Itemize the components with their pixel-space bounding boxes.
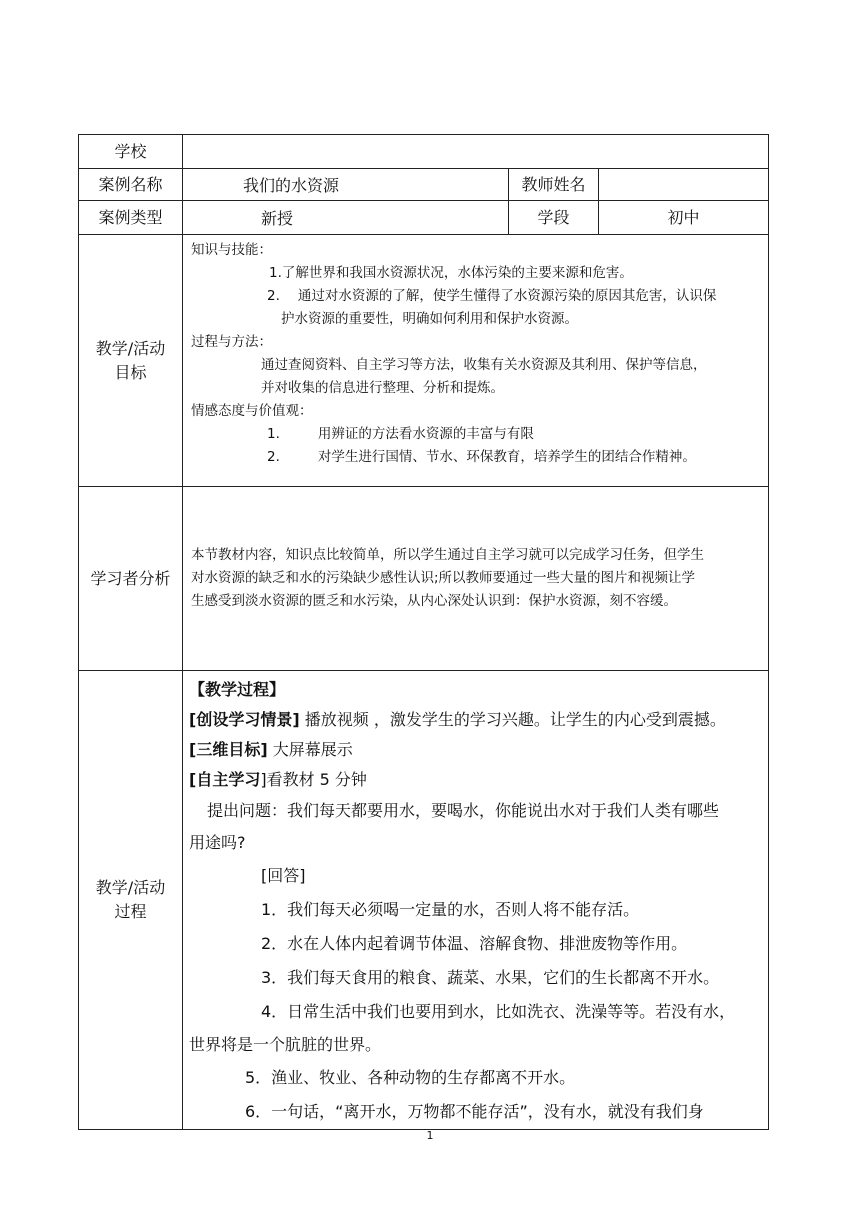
learner-line2: 对水资源的缺乏和水的污染缺少感性认识;所以教师要通过一些大量的图片和视频让学 — [191, 570, 696, 586]
process-label — [79, 671, 183, 1130]
goal-e2-num: 2. — [267, 449, 280, 465]
school-value — [183, 135, 769, 169]
goals-label-line1: 教学/活动 — [95, 338, 166, 358]
school-label: 学校 — [79, 135, 183, 169]
lesson-plan-table — [78, 134, 769, 1130]
emotion-title: 情感态度与价值观： — [191, 403, 313, 419]
process-s2 — [189, 735, 764, 765]
process-answer-4b: 世界将是一个肮脏的世界。 — [189, 1035, 382, 1054]
case-name-value: 我们的水资源 — [183, 169, 509, 201]
row-goals — [79, 235, 769, 487]
row-learner — [79, 487, 769, 671]
process-answer-2: 2．水在人体内起着调节体温、溶解食物、排泄废物等作用。 — [261, 934, 688, 953]
learner-line3: 生感受到淡水资源的匮乏和水污染，从内心深处认识到：保护水资源，刻不容缓。 — [191, 593, 677, 609]
process-answer-1: 1．我们每天必须喝一定量的水，否则人将不能存活。 — [261, 900, 640, 919]
case-type-value: 新授 — [183, 201, 509, 235]
process-question-a: 提出问题：我们每天都要用水，要喝水，你能说出水对于我们人类有哪些 — [207, 801, 720, 820]
goal-e2 — [191, 446, 762, 469]
process-label-line1: 教学/活动 — [95, 878, 166, 897]
learner-label: 学习者分析 — [79, 487, 183, 671]
process-s2-tag: [三维目标] — [189, 740, 268, 759]
goal-k1: 1.了解世界和我国水资源状况，水体污染的主要来源和危害。 — [269, 265, 633, 281]
process-label-line2: 过程 — [114, 902, 147, 921]
case-type-label: 案例类型 — [79, 201, 183, 235]
row-case-name — [79, 169, 769, 201]
row-school — [79, 135, 769, 169]
learner-line1: 本节教材内容，知识点比较简单，所以学生通过自主学习就可以完成学习任务，但学生 — [191, 547, 704, 563]
process-s3-text: ]看教材 5 分钟 — [260, 770, 367, 789]
page-number: 1 — [426, 1129, 434, 1142]
process-heading: 【教学过程】 — [189, 680, 286, 699]
process-answer-4a: 4．日常生活中我们也要用到水，比如洗衣、洗澡等等。若没有水， — [261, 1002, 736, 1021]
process-s1-text: 播放视频 ，激发学生的学习兴趣。让学生的内心受到震撼。 — [299, 710, 726, 729]
goal-e1 — [191, 423, 762, 446]
goals-label-line2: 目标 — [114, 362, 147, 382]
knowledge-title: 知识与技能： — [191, 242, 272, 258]
process-s2-text: 大屏幕展示 — [267, 740, 353, 759]
case-name-label: 案例名称 — [79, 169, 183, 201]
goals-content — [183, 235, 769, 487]
process-s3 — [189, 765, 764, 795]
row-process — [79, 671, 769, 1130]
stage-value: 初中 — [599, 201, 769, 235]
process-s3-tag: [自主学习 — [189, 770, 261, 789]
stage-label: 学段 — [509, 201, 599, 235]
goal-e1-text: 用辨证的方法看水资源的丰富与有限 — [317, 426, 534, 442]
goals-label — [79, 235, 183, 487]
process-s1-tag: [创设学习情景] — [189, 710, 300, 729]
goal-k2-b: 护水资源的重要性，明确如何利用和保护水资源。 — [281, 311, 578, 327]
goal-e1-num: 1. — [267, 426, 280, 442]
goal-p1-b: 并对收集的信息进行整理、分析和提炼。 — [261, 380, 504, 396]
process-answer-label: [回答] — [261, 866, 306, 885]
goal-k2-num: 2. — [267, 288, 280, 304]
process-content — [183, 671, 769, 1130]
process-title: 过程与方法： — [191, 334, 272, 350]
goal-p1-a: 通过查阅资料、自主学习等方法，收集有关水资源及其利用、保护等信息， — [261, 357, 707, 373]
process-answer-6: 6．一句话，“离开水，万物都不能存活”，没有水，就没有我们身 — [245, 1102, 704, 1121]
goal-k2 — [191, 285, 762, 308]
goal-k2-a: 通过对水资源的了解，使学生懂得了水资源污染的原因其危害，认识保 — [297, 288, 717, 304]
process-answer-5: 5．渔业、牧业、各种动物的生存都离不开水。 — [245, 1068, 576, 1087]
learner-content — [183, 487, 769, 671]
process-answer-3: 3．我们每天食用的粮食、蔬菜、水果，它们的生长都离不开水。 — [261, 968, 720, 987]
process-question-b: 用途吗? — [189, 833, 246, 852]
goal-e2-text: 对学生进行国情、节水、环保教育，培养学生的团结合作精神。 — [317, 449, 696, 465]
process-s1 — [189, 705, 764, 735]
teacher-label: 教师姓名 — [509, 169, 599, 201]
row-case-type — [79, 201, 769, 235]
teacher-value — [599, 169, 769, 201]
